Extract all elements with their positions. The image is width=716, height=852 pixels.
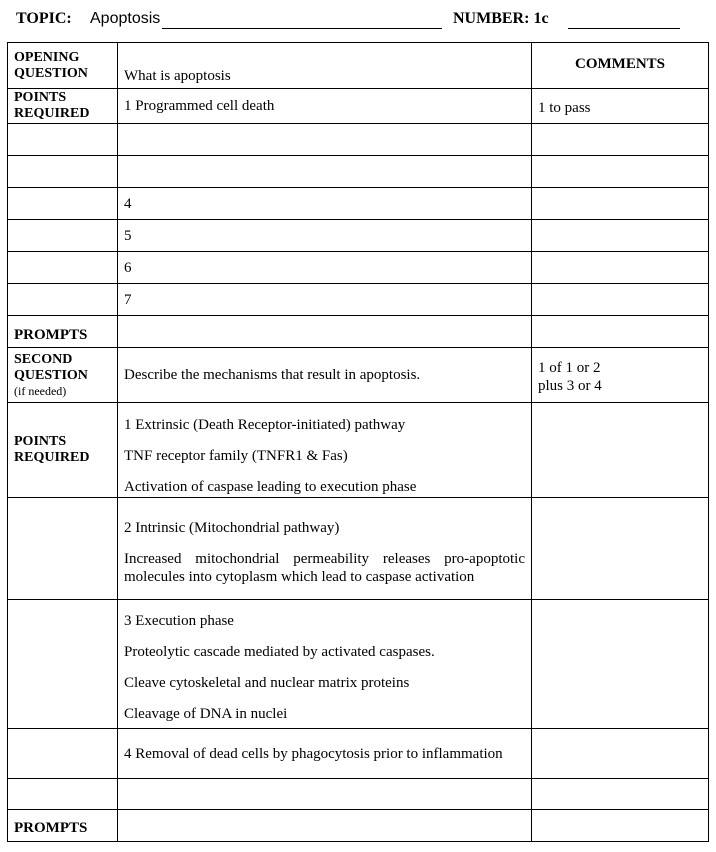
- mechanism-row: [8, 403, 709, 498]
- mechanism-line: 3 Execution phase: [124, 613, 234, 629]
- second-question-row: [8, 348, 709, 403]
- points-row: [8, 89, 709, 124]
- prompts-cell: [118, 810, 532, 842]
- second-label-line2: QUESTION: [14, 368, 88, 383]
- second-question-label-cell: [8, 348, 118, 403]
- comments-header: COMMENTS: [532, 43, 709, 89]
- mechanism-row: [8, 600, 709, 729]
- mechanism-line: 4 Removal of dead cells by phagocytosis prior to inflammation: [118, 729, 532, 779]
- number-label: NUMBER: 1c: [453, 10, 549, 27]
- opening-label-line2: QUESTION: [14, 65, 88, 81]
- point-cell: 4: [118, 188, 532, 220]
- mechanism-block: [118, 600, 532, 729]
- point-cell: [118, 156, 532, 188]
- mechanism-line: 2 Intrinsic (Mitochondrial pathway): [124, 519, 340, 536]
- points-required-label-cell: [8, 89, 118, 124]
- mechanism-block: [118, 498, 532, 600]
- points-label-line1: POINTS: [14, 434, 67, 449]
- mechanism-block: [118, 403, 532, 498]
- opening-question-text: What is apoptosis: [118, 43, 532, 89]
- mechanism-row: [8, 498, 709, 600]
- points-row: [8, 156, 709, 188]
- opening-question-label-cell: [8, 43, 118, 89]
- prompts-cell: [118, 316, 532, 348]
- topic-value: Apoptosis: [90, 10, 161, 27]
- opening-label-line1: OPENING: [14, 49, 80, 65]
- points-comment: 1 to pass: [532, 89, 709, 124]
- mechanism-line: TNF receptor family (TNFR1 & Fas): [124, 447, 348, 464]
- point-cell: 6: [118, 252, 532, 284]
- second-label-line3: (if needed): [14, 384, 67, 398]
- mechanism-line: 1 Extrinsic (Death Receptor-initiated) pathway: [124, 416, 406, 433]
- points-required-label-cell: [8, 403, 118, 498]
- mechanism-line: Cleavage of DNA in nuclei: [124, 706, 288, 722]
- mechanism-line: Increased mitochondrial permeability releases pro-apoptotic molecules into cytoplasm which lead to caspase activation: [124, 550, 525, 585]
- points-label-line2: REQUIRED: [14, 106, 90, 121]
- points-row: [8, 188, 709, 220]
- prompts-row: [8, 810, 709, 842]
- point-cell: 1 Programmed cell death: [118, 89, 532, 124]
- mechanism-row: [8, 729, 709, 779]
- second-comment-line2: plus 3 or 4: [538, 377, 602, 394]
- points-row: [8, 284, 709, 316]
- prompts-label: PROMPTS: [8, 810, 118, 842]
- point-cell: 5: [118, 220, 532, 252]
- points-row: [8, 252, 709, 284]
- point-cell: 7: [118, 284, 532, 316]
- empty-row: [8, 779, 709, 810]
- mechanism-line: Cleave cytoskeletal and nuclear matrix proteins: [124, 675, 410, 691]
- points-label-line2: REQUIRED: [14, 450, 90, 465]
- second-comment-line1: 1 of 1 or 2: [538, 359, 601, 376]
- mechanism-line: Proteolytic cascade mediated by activated caspases.: [124, 644, 435, 660]
- second-question-comment: [532, 348, 709, 403]
- points-row: [8, 220, 709, 252]
- second-label-line1: SECOND: [14, 352, 73, 367]
- interview-form-table: [7, 42, 709, 842]
- header: [0, 0, 716, 40]
- topic-underline: [162, 28, 442, 29]
- number-underline: [568, 28, 680, 29]
- mechanism-line: Activation of caspase leading to execution phase: [124, 478, 417, 495]
- points-label-line1: POINTS: [14, 90, 67, 105]
- topic-label: TOPIC:: [16, 10, 72, 27]
- prompts-row: [8, 316, 709, 348]
- prompts-label: PROMPTS: [8, 316, 118, 348]
- second-question-text: Describe the mechanisms that result in apoptosis.: [118, 348, 532, 403]
- point-cell: [118, 124, 532, 156]
- points-row: [8, 124, 709, 156]
- opening-question-row: [8, 43, 709, 89]
